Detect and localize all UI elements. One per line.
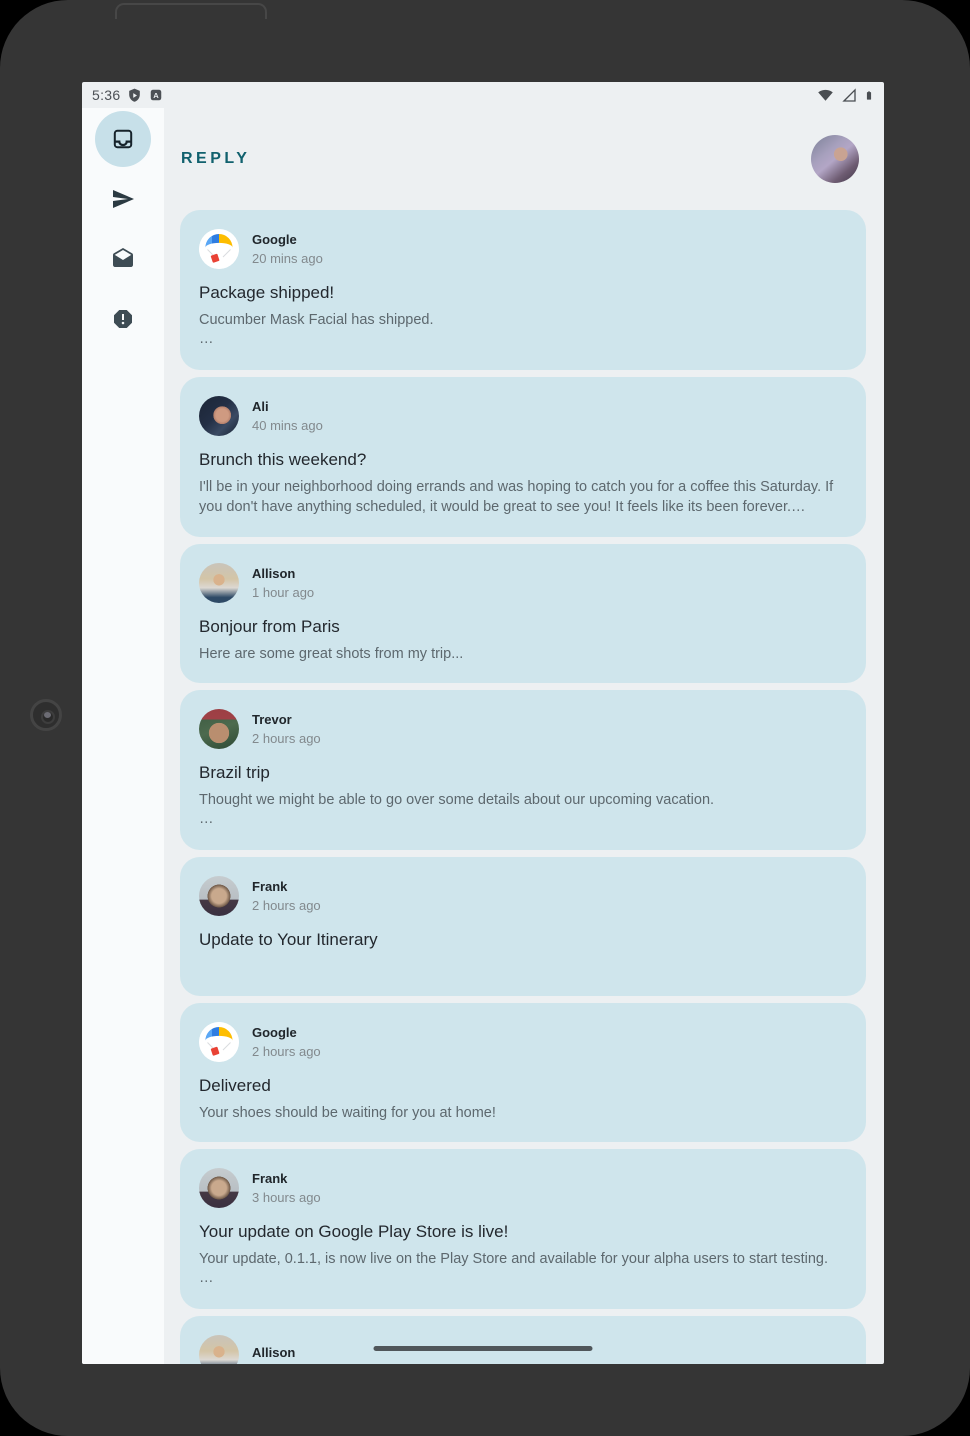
google-parachute-icon: [199, 229, 239, 269]
mail-open-icon: [111, 247, 135, 271]
email-timestamp: 20 mins ago: [252, 250, 323, 266]
email-subject: Update to Your Itinerary: [199, 930, 378, 949]
email-timestamp: 2 hours ago: [252, 897, 321, 913]
email-avatar: [199, 876, 239, 916]
page-title: REPLY: [181, 150, 251, 167]
email-preview: Thought we might be able to go over some details about our upcoming vacation.: [199, 792, 715, 808]
app-header: [180, 108, 866, 210]
sender-block: [252, 1167, 321, 1208]
email-avatar: [199, 1335, 239, 1364]
profile-avatar[interactable]: [811, 135, 859, 183]
email-card[interactable]: [180, 690, 866, 850]
api-a-badge-icon: [149, 88, 163, 102]
email-card[interactable]: [180, 210, 866, 370]
email-card-header: [199, 709, 846, 749]
email-card[interactable]: [180, 857, 866, 996]
email-subject: Brazil trip: [199, 763, 270, 782]
email-timestamp: 2 hours ago: [252, 730, 321, 746]
play-protect-shield-icon: [127, 88, 142, 103]
send-icon: [111, 187, 135, 211]
email-preview: Here are some great shots from my trip...: [199, 646, 464, 662]
top-hardware-button: [115, 3, 267, 19]
email-subject: Delivered: [199, 1076, 271, 1095]
sender-block: [252, 1334, 295, 1364]
email-card-header: [199, 229, 846, 269]
gesture-navigation-bar[interactable]: [374, 1346, 593, 1351]
sender-block: [252, 228, 323, 269]
email-timestamp: 2 hours ago: [252, 1043, 321, 1059]
email-card-header: [199, 876, 846, 916]
email-subject: Package shipped!: [199, 283, 335, 302]
reply-app: [82, 108, 884, 1364]
email-preview: Cucumber Mask Facial has shipped.: [199, 312, 434, 328]
email-timestamp: 3 hours ago: [252, 1189, 321, 1205]
sender-name: Google: [252, 1024, 297, 1040]
email-preview: Your update, 0.1.1, is now live on the Play Store and available for your alpha users to start testing.: [199, 1251, 828, 1267]
email-subject: Bonjour from Paris: [199, 617, 340, 636]
navigation-rail: [82, 108, 164, 1364]
sender-name: Trevor: [252, 711, 292, 727]
email-card[interactable]: [180, 544, 866, 683]
email-preview: Your shoes should be waiting for you at home!: [199, 1105, 496, 1121]
email-subject: Brunch this weekend?: [199, 450, 367, 469]
email-avatar: [199, 1022, 239, 1062]
sidebar-item-inbox[interactable]: [95, 111, 151, 167]
email-card[interactable]: [180, 1316, 866, 1364]
sender-block: [252, 875, 321, 916]
sender-name: Google: [252, 231, 297, 247]
email-list: [180, 210, 866, 1364]
email-overflow-ellipsis: …: [199, 1270, 214, 1286]
email-avatar: [199, 396, 239, 436]
email-overflow-ellipsis: …: [199, 331, 214, 347]
inbox-icon: [111, 127, 135, 151]
email-overflow-ellipsis: …: [199, 811, 214, 827]
status-bar: [82, 82, 884, 108]
sender-block: [252, 708, 321, 749]
email-timestamp: 40 mins ago: [252, 417, 323, 433]
sender-block: [252, 562, 314, 603]
google-parachute-icon: [199, 1022, 239, 1062]
email-card[interactable]: [180, 1003, 866, 1142]
report-icon: [111, 307, 135, 331]
status-time: 5:36: [92, 87, 121, 103]
sender-name: Allison: [252, 1345, 296, 1360]
wifi-icon: [817, 88, 834, 103]
email-avatar: [199, 563, 239, 603]
sidebar-item-sent[interactable]: [95, 171, 151, 227]
email-avatar: [199, 709, 239, 749]
screen: [82, 82, 884, 1364]
sender-name: Ali: [252, 398, 269, 414]
email-card-header: [199, 1168, 846, 1208]
email-timestamp: 1 hour ago: [252, 584, 315, 600]
main-content: [164, 108, 884, 1364]
sender-block: [252, 1021, 321, 1062]
cellular-signal-icon: [841, 87, 857, 103]
email-card-header: [199, 1022, 846, 1062]
email-card-header: [199, 563, 846, 603]
email-card[interactable]: [180, 1149, 866, 1309]
front-camera: [30, 699, 62, 731]
sidebar-item-spam[interactable]: [95, 291, 151, 347]
sender-name: Frank: [252, 1170, 288, 1186]
email-avatar: [199, 229, 239, 269]
email-subject: Your update on Google Play Store is live!: [199, 1222, 509, 1241]
email-avatar: [199, 1168, 239, 1208]
sidebar-item-drafts[interactable]: [95, 231, 151, 287]
sender-block: [252, 395, 323, 436]
sender-name: Allison: [252, 565, 296, 581]
email-preview: I'll be in your neighborhood doing errands and was hoping to catch you for a coffee this Saturday. If you don't have anything scheduled, it would be great to see you! It feels like its been forever.…: [199, 479, 834, 515]
sender-name: Frank: [252, 878, 288, 894]
email-card[interactable]: [180, 377, 866, 537]
battery-icon: [864, 87, 874, 104]
svg-text:A: A: [153, 90, 160, 100]
email-card-header: [199, 396, 846, 436]
